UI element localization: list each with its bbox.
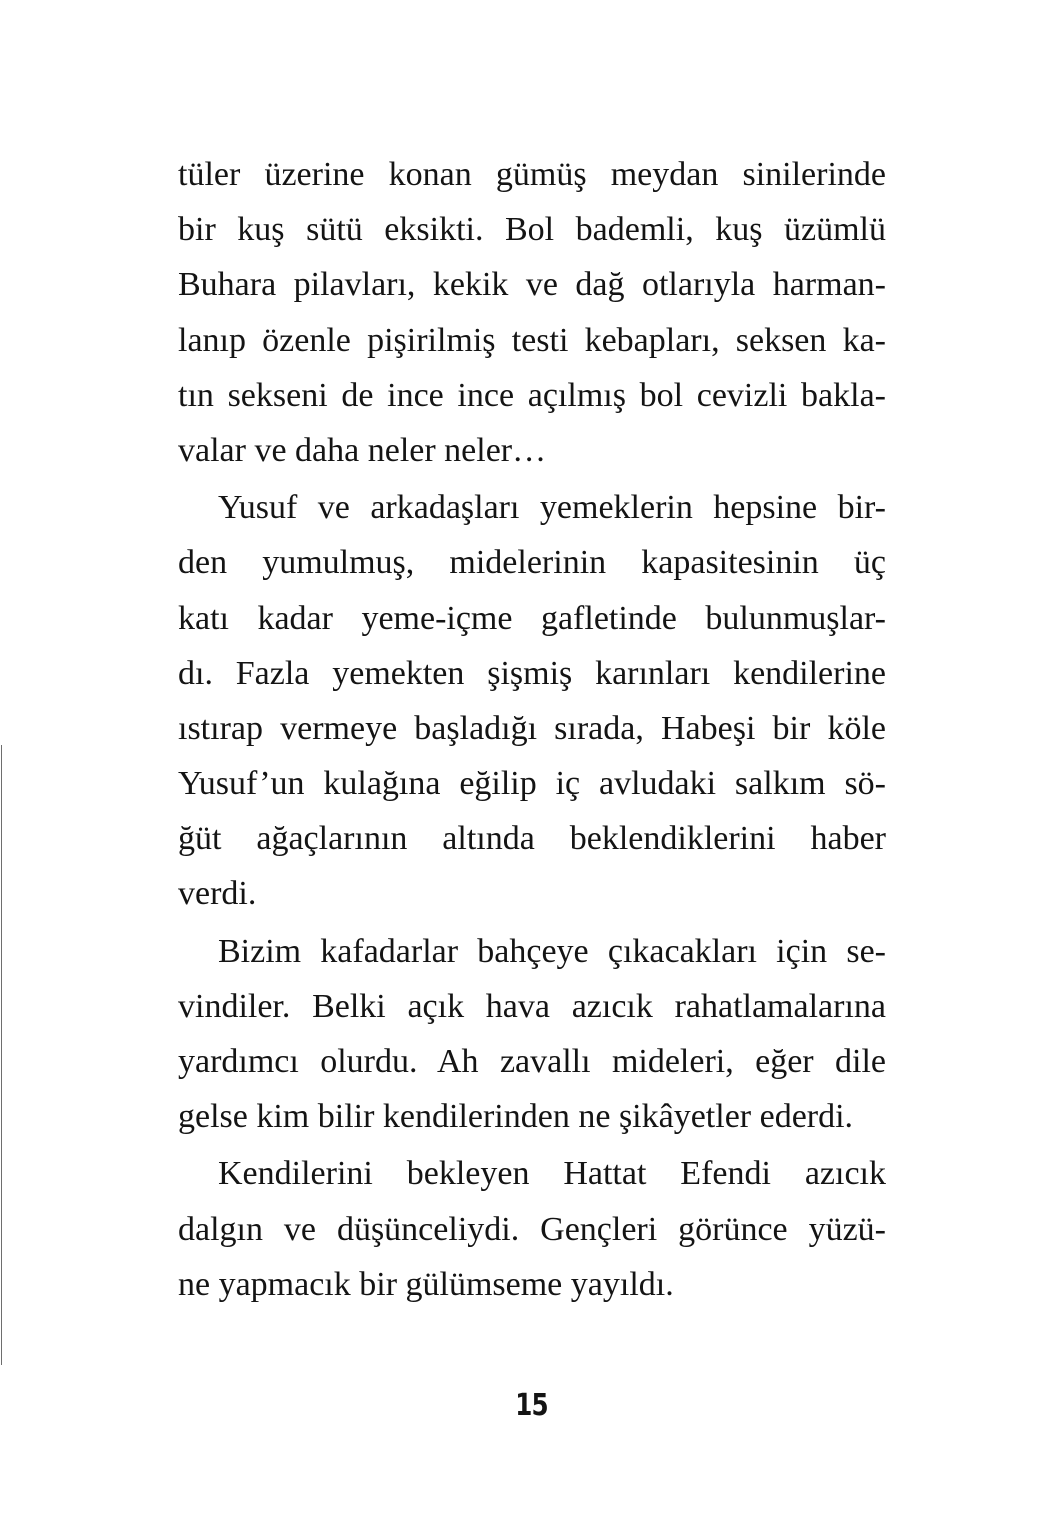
- text-line: yardımcı olurdu. Ah zavallı mideleri, eğer dile: [178, 1043, 886, 1080]
- text-line: lanıp özenle pişirilmiş testi kebapları, seksen ka-: [178, 321, 886, 359]
- paragraph-1: [178, 147, 886, 478]
- text-line: katı kadar yeme-içme gafletinde bulunmuşlar-: [178, 599, 886, 637]
- text-line: ne yapmacık bir gülümseme yayıldı.: [178, 1265, 674, 1303]
- body-text: [178, 147, 886, 1312]
- paragraph-2: [178, 480, 886, 922]
- text-line: ğüt ağaçlarının altında beklendiklerini haber: [178, 820, 886, 858]
- page-edge-mark: [1, 745, 2, 1365]
- text-line: tın sekseni de ince ince açılmış bol cevizli bakla-: [178, 376, 886, 414]
- paragraph-3: [178, 924, 886, 1145]
- text-line: dı. Fazla yemekten şişmiş karınları kendilerine: [178, 654, 886, 692]
- text-line: Buhara pilavları, kekik ve dağ otlarıyla harman-: [178, 266, 886, 304]
- text-line: vindiler. Belki açık hava azıcık rahatlamalarına: [178, 987, 886, 1025]
- text-line: dalgın ve düşünceliydi. Gençleri görünce yüzü-: [178, 1210, 886, 1248]
- text-line: tüler üzerine konan gümüş meydan sinilerinde: [178, 156, 886, 193]
- page-number: 15: [515, 1388, 548, 1423]
- text-line: valar ve daha neler neler…: [178, 431, 547, 469]
- text-line: Yusuf’un kulağına eğilip iç avludaki salkım sö-: [178, 765, 886, 803]
- text-line: gelse kim bilir kendilerinden ne şikâyetler ederdi.: [178, 1098, 854, 1136]
- text-line: den yumulmuş, midelerinin kapasitesinin üç: [178, 544, 886, 582]
- text-line: Kendilerini bekleyen Hattat Efendi azıcık: [218, 1155, 886, 1193]
- text-line: bir kuş sütü eksikti. Bol bademli, kuş üzümlü: [178, 211, 886, 249]
- paragraph-4: [178, 1146, 886, 1312]
- text-line: ıstırap vermeye başladığı sırada, Habeşi bir köle: [178, 709, 886, 747]
- text-line: Yusuf ve arkadaşları yemeklerin hepsine bir-: [218, 489, 886, 527]
- text-line: verdi.: [178, 875, 257, 913]
- text-line: Bizim kafadarlar bahçeye çıkacakları için se-: [218, 932, 886, 970]
